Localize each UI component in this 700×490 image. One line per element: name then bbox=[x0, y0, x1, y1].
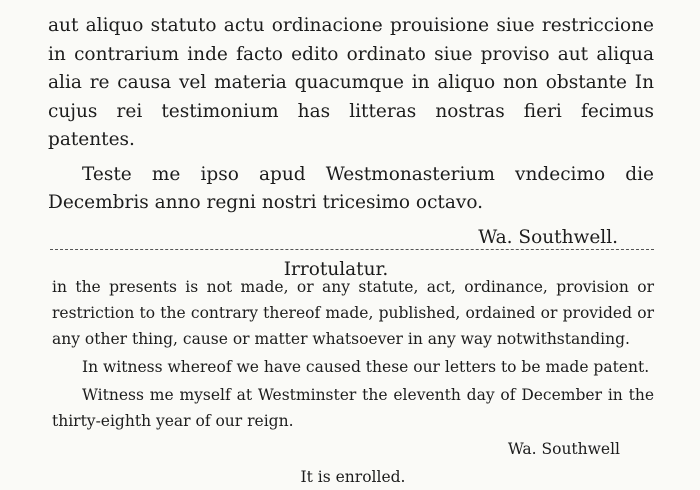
english-paragraph-2: In witness whereof we have caused these our letters to be made patent. bbox=[82, 358, 650, 376]
english-paragraph-1: in the presents is not made, or any statute, act, ordinance, provision or restriction to the contrary thereof made, published, ordained or provided or any other thing, cause or matter whatsoever in any way notwithstanding. bbox=[52, 278, 654, 348]
english-translation-section bbox=[52, 274, 654, 490]
latin-text-section bbox=[48, 12, 654, 285]
latin-enrollment-note: Irrotulatur. bbox=[283, 259, 389, 280]
english-paragraph-3: Witness me myself at Westminster the eleventh day of December in the thirty-eighth year of our reign. bbox=[52, 386, 654, 430]
english-signature: Wa. Southwell bbox=[507, 440, 620, 458]
latin-paragraph-1: aut aliquo statuto actu ordinacione prouisione siue restriccione in contrarium inde facto edito ordinato siue proviso aut aliqua alia re causa vel materia quacumque in aliquo non obstante In cujus rei testimonium has litteras nostras fieri fecimus patentes. bbox=[48, 15, 654, 150]
latin-paragraph-2: Teste me ipso apud Westmonasterium vndecimo die Decembris anno regni nostri tricesimo octavo. bbox=[48, 163, 654, 213]
english-enrollment-note: It is enrolled. bbox=[300, 468, 406, 486]
latin-signature: Wa. Southwell. bbox=[478, 226, 618, 248]
section-divider bbox=[50, 249, 654, 250]
